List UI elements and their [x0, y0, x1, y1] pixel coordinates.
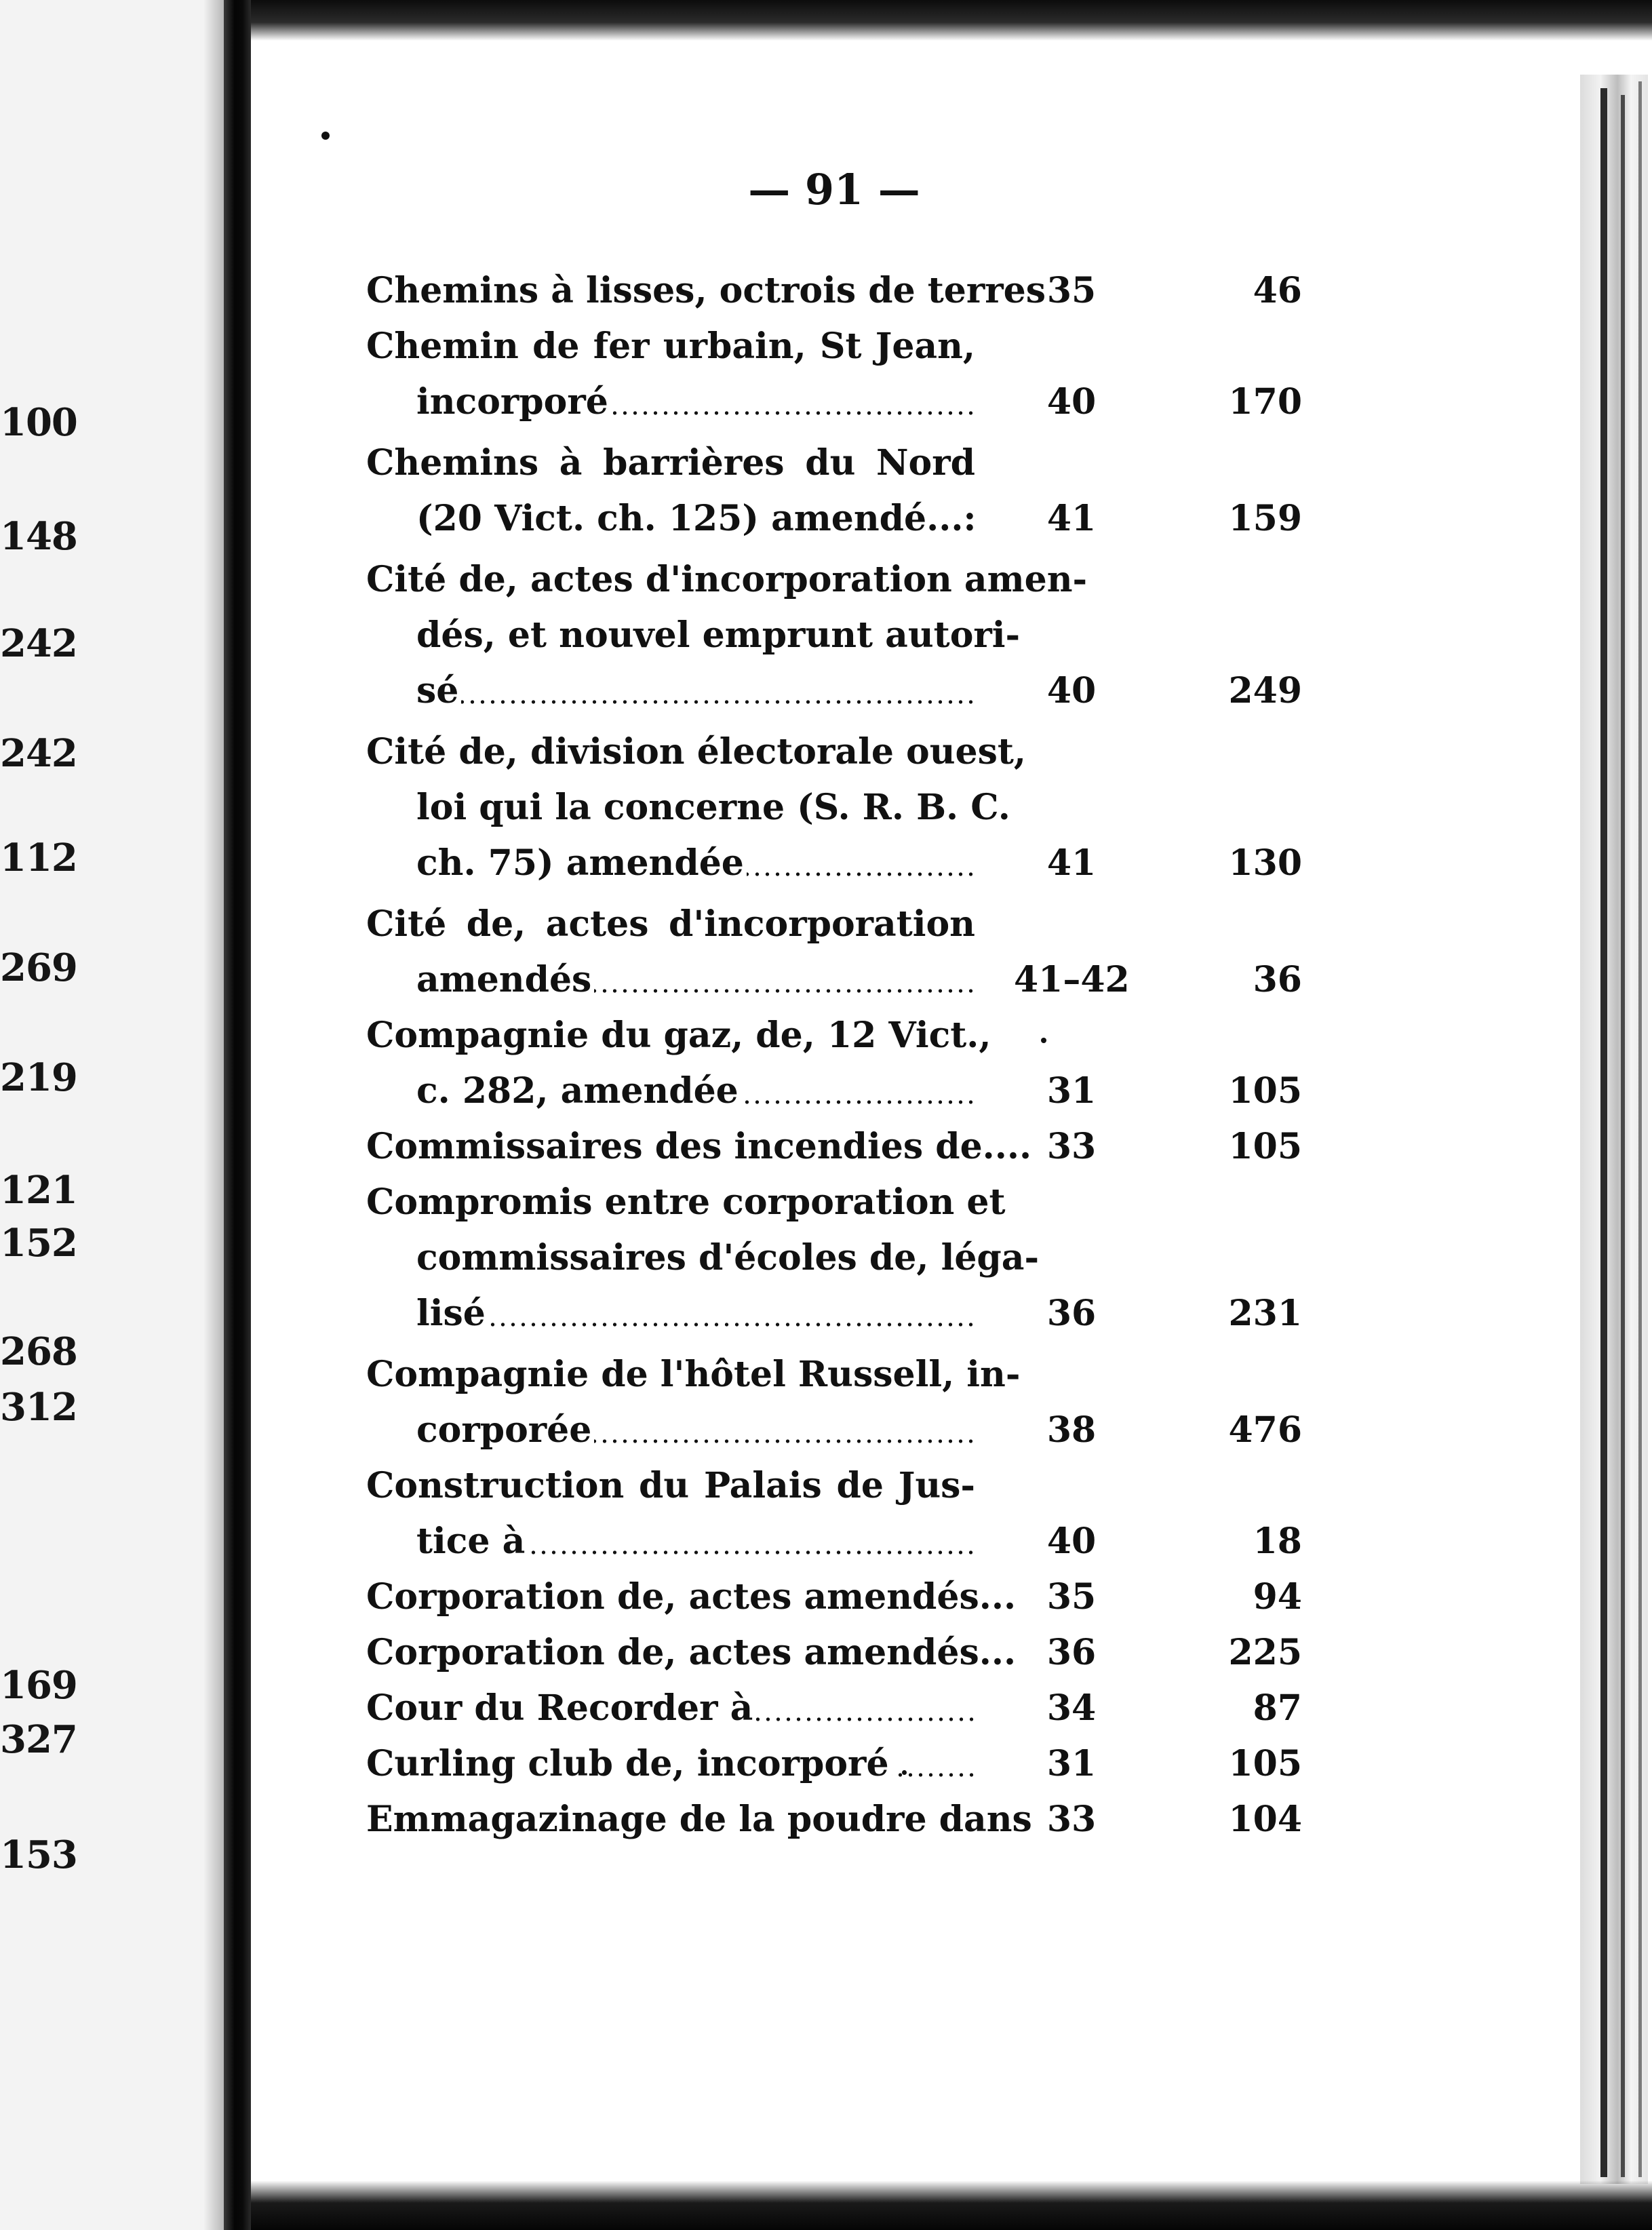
volume-number: 31 [1046, 1070, 1097, 1112]
index-list [366, 263, 1350, 1847]
volume-number: 40 [1046, 670, 1097, 711]
volume-number: 34 [1046, 1687, 1097, 1729]
index-line [366, 1286, 1350, 1342]
page-reference: 105 [1228, 1070, 1302, 1112]
entry-text: incorporé [416, 381, 611, 423]
entry-text: amendés [416, 959, 594, 1000]
page-reference: 46 [1253, 270, 1302, 311]
index-line [366, 1792, 1350, 1847]
entry-text: Corporation de, actes amendés... [366, 1576, 1019, 1618]
index-line [366, 1625, 1350, 1681]
entry-text: Compagnie de l'hôtel Russell, in- [366, 1354, 1023, 1395]
index-line [366, 1230, 1350, 1286]
entry-text: Cour du Recorder à [366, 1687, 755, 1729]
index-line [366, 1347, 1350, 1403]
book-gutter [224, 0, 251, 2230]
page-bottom-shadow [251, 2180, 1652, 2230]
volume-number: 40 [1046, 1521, 1097, 1562]
volume-number: 41–42 [1014, 959, 1130, 1000]
entry-text: Compagnie du gaz, de, 12 Vict., [366, 1015, 994, 1056]
page-reference: 170 [1228, 381, 1302, 423]
page-reference: 105 [1228, 1743, 1302, 1784]
index-line [366, 1119, 1350, 1175]
entry-text: c. 282, amendée [416, 1070, 741, 1112]
entry-text: Emmagazinage de la poudre dans [366, 1799, 1035, 1840]
entry-text: ch. 75) amendée [416, 842, 747, 884]
page-stack-line [1600, 88, 1607, 2177]
page-reference: 104 [1228, 1799, 1302, 1840]
left-page-number: 148 [0, 514, 77, 559]
volume-number: 31 [1046, 1743, 1097, 1784]
entry-text: sé [416, 670, 461, 711]
left-page-number: 327 [0, 1717, 77, 1762]
entry-text: Cité de, division électorale ouest, [366, 731, 1029, 772]
entry-text: Commissaires des incendies de.... [366, 1126, 1034, 1167]
left-page-number: 242 [0, 731, 77, 776]
page-reference: 130 [1228, 842, 1302, 884]
volume-number: 41 [1046, 498, 1097, 539]
index-line [366, 897, 1350, 952]
left-page-number: 152 [0, 1221, 77, 1266]
index-line [366, 780, 1350, 836]
entry-text: Cité de, actes d'incorporation amen- [366, 559, 1090, 600]
index-line [366, 1063, 1350, 1119]
page-reference: 476 [1228, 1409, 1302, 1451]
page-number: — 91 — [748, 165, 920, 214]
left-page-number: 312 [0, 1385, 77, 1430]
page-reference: 18 [1253, 1521, 1302, 1562]
index-line [366, 836, 1350, 891]
entry-text: Construction du Palais de Jus- [366, 1465, 978, 1506]
page-stack-line [1638, 81, 1642, 2177]
index-line [366, 1175, 1350, 1230]
entry-text: Chemins à barrières du Nord [366, 442, 978, 484]
index-line [366, 1681, 1350, 1736]
entry-text: Corporation de, actes amendés... [366, 1632, 1019, 1673]
entry-text: dés, et nouvel emprunt autori- [416, 614, 1023, 656]
volume-number: 33 [1046, 1126, 1097, 1167]
previous-page-edge [0, 0, 224, 2230]
page-reference: 87 [1253, 1687, 1302, 1729]
entry-text: loi qui la concerne (S. R. B. C. [416, 787, 1013, 828]
volume-number: 40 [1046, 381, 1097, 423]
volume-number: 35 [1046, 1576, 1097, 1618]
index-line [366, 1403, 1350, 1458]
page-reference: 249 [1228, 670, 1302, 711]
left-page-number: 268 [0, 1329, 77, 1374]
page-stack-line [1621, 95, 1625, 2177]
left-page-number: 169 [0, 1663, 77, 1708]
entry-text: corporée [416, 1409, 594, 1451]
index-line [366, 1569, 1350, 1625]
left-page-number: 153 [0, 1833, 77, 1877]
gutter-shadow [203, 0, 224, 2230]
index-line [366, 952, 1350, 1008]
entry-text: (20 Vict. ch. 125) amendé...: [416, 498, 979, 539]
entry-text: Curling club de, incorporé [366, 1743, 892, 1784]
volume-number: 35 [1046, 270, 1097, 311]
page-reference: 36 [1253, 959, 1302, 1000]
index-line [366, 263, 1350, 319]
entry-text: Chemins à lisses, octrois de terres [366, 270, 1048, 311]
index-line [366, 1458, 1350, 1514]
left-page-number: 242 [0, 621, 77, 666]
page-reference: 94 [1253, 1576, 1302, 1618]
entry-text: Cité de, actes d'incorporation [366, 903, 978, 945]
ink-speck [321, 132, 330, 140]
left-page-number: 269 [0, 945, 77, 990]
entry-text: Compromis entre corporation et [366, 1181, 1008, 1223]
entry-text: tice à [416, 1521, 528, 1562]
index-line [366, 552, 1350, 608]
page-reference: 105 [1228, 1126, 1302, 1167]
entry-text: lisé [416, 1293, 488, 1334]
left-page-number: 112 [0, 836, 77, 880]
entry-text: commissaires d'écoles de, léga- [416, 1237, 1042, 1278]
entry-text: Chemin de fer urbain, St Jean, [366, 326, 978, 367]
left-page-number: 219 [0, 1055, 77, 1100]
volume-number: 41 [1046, 842, 1097, 884]
index-line [366, 1736, 1350, 1792]
index-line [366, 1514, 1350, 1569]
page-top-shadow [251, 0, 1652, 41]
volume-number: 36 [1046, 1632, 1097, 1673]
index-line [366, 663, 1350, 719]
index-line [366, 724, 1350, 780]
index-line [366, 608, 1350, 663]
volume-number: 38 [1046, 1409, 1097, 1451]
page-reference: 159 [1228, 498, 1302, 539]
volume-number: 33 [1046, 1799, 1097, 1840]
page-reference: 231 [1228, 1293, 1302, 1334]
left-page-number: 121 [0, 1168, 77, 1213]
index-line [366, 374, 1350, 430]
volume-number: 36 [1046, 1293, 1097, 1334]
index-line [366, 1008, 1350, 1063]
index-line [366, 491, 1350, 547]
index-line [366, 319, 1350, 374]
left-page-number: 100 [0, 400, 77, 445]
page-reference: 225 [1228, 1632, 1302, 1673]
page-stack-edge [1580, 75, 1648, 2184]
index-line [366, 435, 1350, 491]
